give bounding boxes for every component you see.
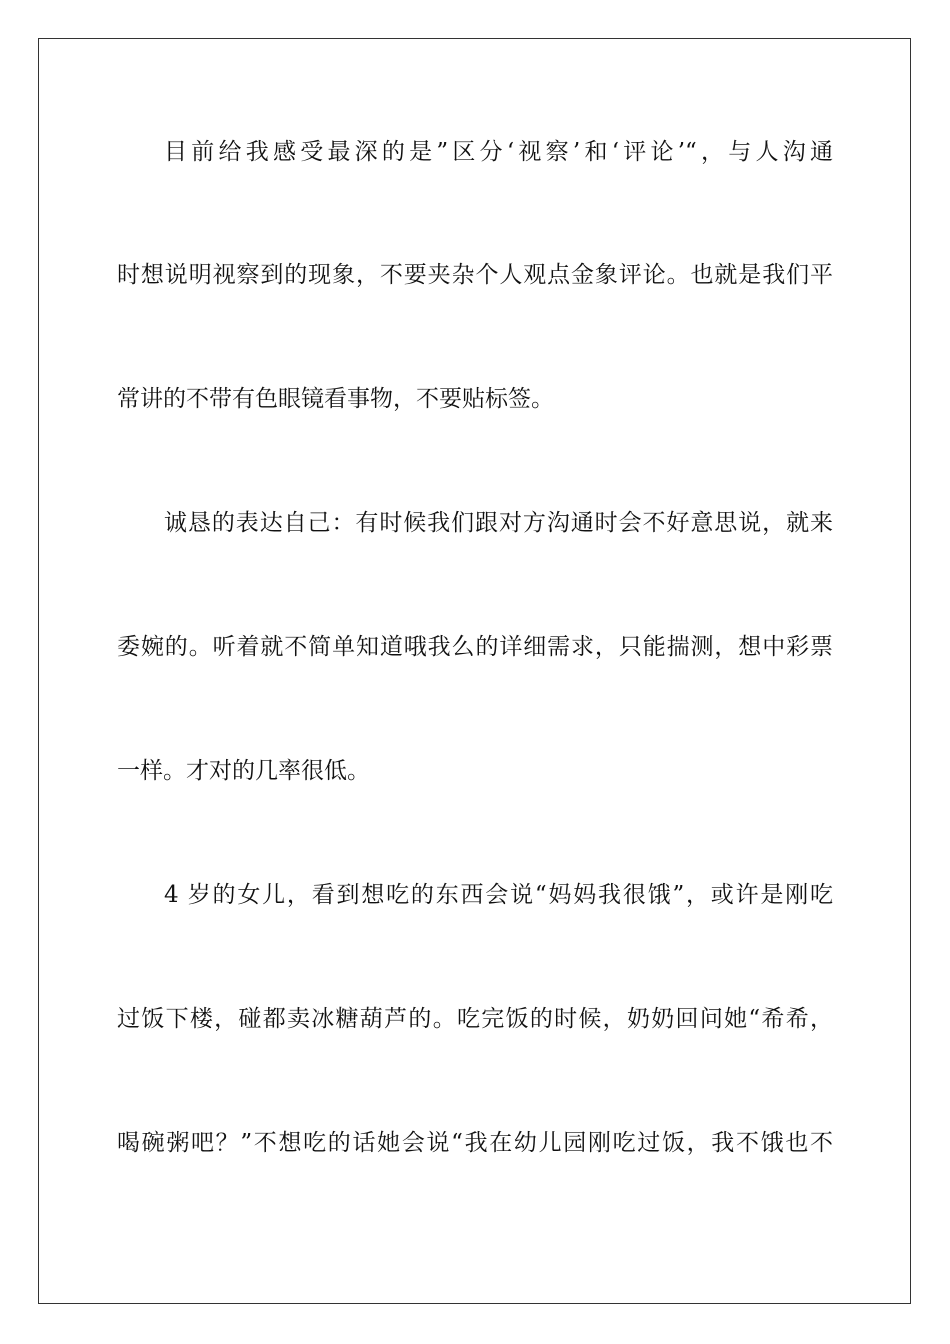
paragraph-1-line-2: 时想说明视察到的现象，不要夹杂个人观点金象评论。也就是我们平 — [117, 262, 833, 288]
paragraph-3-line-1: 4 岁的女儿，看到想吃的东西会说“妈妈我很饿”，或许是刚吃 — [164, 882, 833, 908]
paragraph-1-line-3: 常讲的不带有色眼镜看事物，不要贴标签。 — [117, 386, 554, 412]
paragraph-3-line-2: 过饭下楼，碰都卖冰糖葫芦的。吃完饭的时候，奶奶回问她“希希， — [117, 1006, 833, 1032]
page-border — [38, 38, 911, 1304]
paragraph-2-line-2: 委婉的。听着就不简单知道哦我么的详细需求，只能揣测，想中彩票 — [117, 634, 833, 660]
paragraph-1-line-1: 目前给我感受最深的是”区分‘视察’和‘评论’“，与人沟通 — [164, 139, 833, 165]
paragraph-3-line-3: 喝碗粥吧？”不想吃的话她会说“我在幼儿园刚吃过饭，我不饿也不 — [117, 1130, 833, 1156]
paragraph-2-line-3: 一样。才对的几率很低。 — [117, 758, 370, 784]
paragraph-2-line-1: 诚恳的表达自己：有时候我们跟对方沟通时会不好意思说，就来 — [164, 510, 833, 536]
